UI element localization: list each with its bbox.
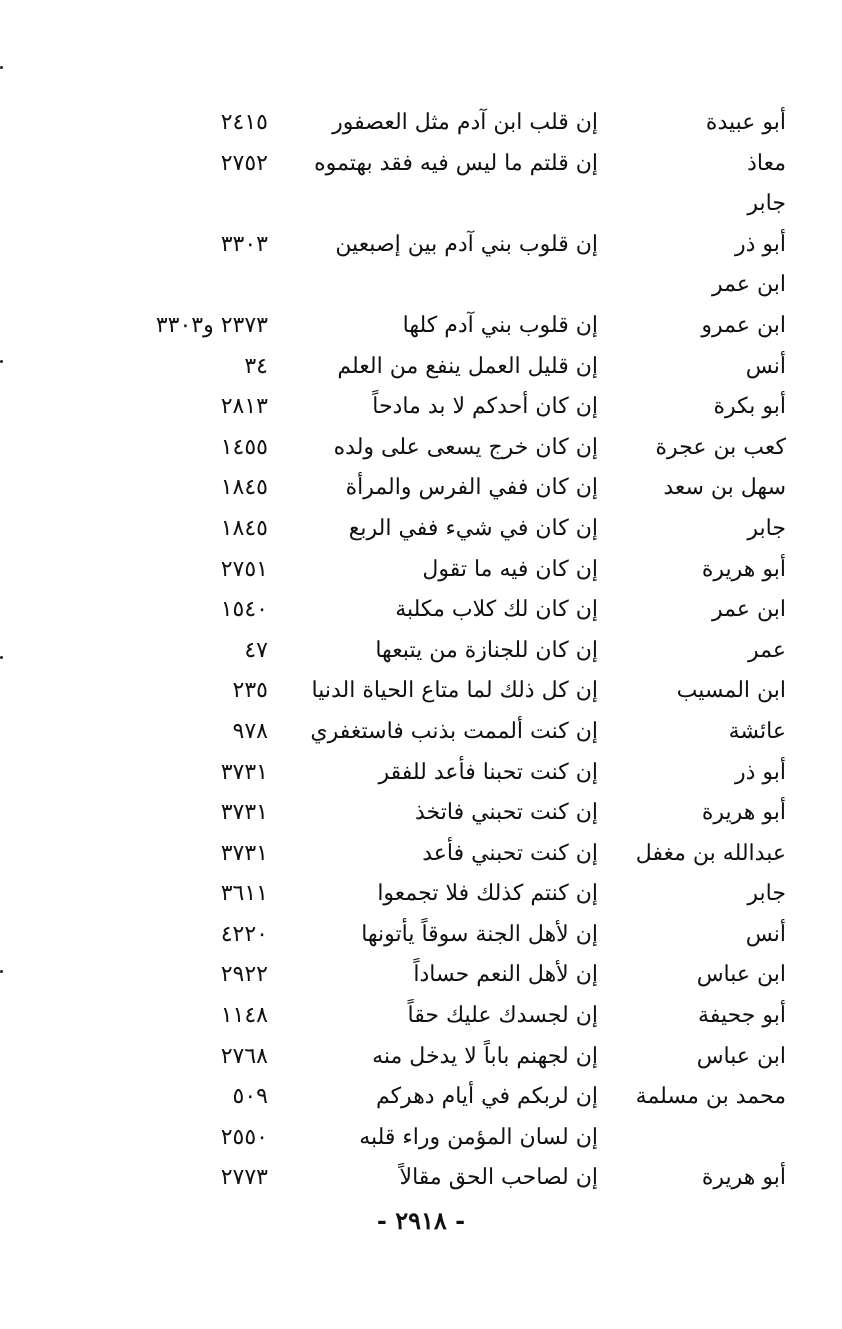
narrator-name: ابن عباس [696, 962, 786, 988]
index-row [0, 347, 842, 388]
index-row [0, 1077, 842, 1118]
narrator-name: أبو ذر [734, 231, 786, 257]
hadith-reference-number: ٣٤ [244, 353, 268, 379]
hadith-opening: إن لأهل الجنة سوقاً يأتونها [361, 921, 598, 947]
scan-edge-mark [0, 66, 3, 69]
hadith-opening: إن كنت تحبني فأعد [422, 840, 598, 866]
narrator-name: سهل بن سعد [663, 475, 786, 501]
hadith-reference-number: ١١٤٨ [220, 1003, 268, 1029]
hadith-reference-number: ٢٧٥٢ [220, 150, 268, 176]
hadith-reference-number: ٢٣٧٣ و٣٣٠٣ [155, 312, 268, 338]
narrator-name: أبو بكرة [713, 394, 786, 420]
index-row [0, 1118, 842, 1159]
hadith-opening: إن كان فيه ما تقول [422, 556, 598, 582]
narrator-name: أبو عبيدة [705, 110, 786, 135]
index-row [0, 509, 842, 550]
index-row [0, 306, 842, 347]
narrator-name: أنس [745, 353, 786, 379]
narrator-name: عبدالله بن مغفل [635, 840, 786, 866]
hadith-opening: إن كنتم كذلك فلا تجمعوا [377, 881, 598, 907]
hadith-opening: إن قلوب بني آدم بين إصبعين [335, 231, 598, 257]
hadith-reference-number: ٣٧٣١ [220, 759, 268, 785]
index-row [0, 915, 842, 956]
hadith-opening: إن لربكم في أيام دهركم [375, 1084, 598, 1110]
index-row [0, 996, 842, 1037]
hadith-reference-number: ٢٧٦٨ [220, 1043, 268, 1069]
narrator-name: كعب بن عجرة [655, 434, 786, 460]
hadith-reference-number: ٣٧٣١ [220, 840, 268, 866]
hadith-reference-number: ٤٧ [244, 637, 268, 663]
hadith-reference-number: ١٥٤٠ [220, 597, 268, 623]
narrator-name: محمد بن مسلمة [635, 1084, 786, 1110]
hadith-opening: إن قلب ابن آدم مثل العصفور [332, 110, 598, 135]
index-row [0, 955, 842, 996]
hadith-opening: إن لجسدك عليك حقاً [407, 1003, 598, 1029]
narrator-name: جابر [747, 191, 786, 217]
hadith-reference-number: ٢٥٥٠ [220, 1124, 268, 1150]
hadith-opening: إن كان في شيء ففي الربع [348, 515, 598, 541]
hadith-opening: إن لأهل النعم حساداً [413, 962, 598, 988]
index-row [0, 753, 842, 794]
hadith-opening: إن قلتم ما ليس فيه فقد بهتموه [314, 150, 598, 176]
hadith-reference-number: ٢٩٢٢ [220, 962, 268, 988]
narrator-name: أبو جحيفة [698, 1003, 786, 1029]
index-row [0, 671, 842, 712]
index-row [0, 103, 842, 144]
hadith-opening: إن كنت تحبنا فأعد للفقر [378, 759, 598, 785]
narrator-name: جابر [747, 515, 786, 541]
hadith-opening: إن كان ففي الفرس والمرأة [345, 475, 598, 501]
narrator-name: أنس [745, 921, 786, 947]
page-number: - ٢٩١٨ - [376, 1206, 466, 1235]
index-row [0, 631, 842, 672]
hadith-opening: إن كان للجنازة من يتبعها [375, 637, 598, 663]
hadith-opening: إن لسان المؤمن وراء قلبه [359, 1124, 598, 1150]
narrator-name: أبو هريرة [701, 800, 786, 826]
hadith-opening: إن قلوب بني آدم كلها [402, 312, 598, 338]
narrator-name: أبو ذر [734, 759, 786, 785]
narrator-name: معاذ [747, 150, 786, 176]
hadith-reference-number: ٢٤١٥ [220, 110, 268, 135]
hadith-opening: إن كنت ألممت بذنب فاستغفري [310, 718, 598, 744]
hadith-reference-number: ٩٧٨ [232, 718, 268, 744]
hadith-reference-number: ٢٧٥١ [220, 556, 268, 582]
hadith-index-table [0, 103, 842, 1199]
narrator-name: عمر [748, 637, 786, 663]
hadith-opening: إن كان لك كلاب مكلبة [395, 597, 598, 623]
narrator-name: أبو هريرة [701, 1165, 786, 1191]
hadith-reference-number: ٢٣٥ [232, 678, 268, 704]
index-row [0, 265, 842, 306]
index-row [0, 144, 842, 185]
index-row [0, 590, 842, 631]
index-row [0, 712, 842, 753]
index-row [0, 793, 842, 834]
hadith-reference-number: ٤٢٢٠ [220, 921, 268, 947]
index-row [0, 184, 842, 225]
hadith-reference-number: ٢٨١٣ [220, 394, 268, 420]
narrator-name: ابن عمر [712, 272, 786, 298]
index-row [0, 1037, 842, 1078]
index-row [0, 550, 842, 591]
narrator-name: ابن عمرو [701, 312, 786, 338]
narrator-name: عائشة [728, 718, 786, 744]
index-row [0, 225, 842, 266]
index-row [0, 834, 842, 875]
narrator-name: ابن المسيب [676, 678, 786, 704]
narrator-name: جابر [747, 881, 786, 907]
hadith-reference-number: ٣٣٠٣ [220, 231, 268, 257]
hadith-opening: إن كل ذلك لما متاع الحياة الدنيا [311, 678, 598, 704]
index-row [0, 428, 842, 469]
hadith-reference-number: ٢٧٧٣ [220, 1165, 268, 1191]
hadith-opening: إن كنت تحبني فاتخذ [415, 800, 598, 826]
index-row [0, 387, 842, 428]
hadith-reference-number: ٥٠٩ [232, 1084, 268, 1110]
hadith-reference-number: ١٤٥٥ [220, 434, 268, 460]
hadith-opening: إن كان خرج يسعى على ولده [333, 434, 598, 460]
narrator-name: أبو هريرة [701, 556, 786, 582]
narrator-name: ابن عباس [696, 1043, 786, 1069]
narrator-name: ابن عمر [712, 597, 786, 623]
index-row [0, 1158, 842, 1199]
hadith-reference-number: ٣٧٣١ [220, 800, 268, 826]
hadith-opening: إن لجهنم باباً لا يدخل منه [372, 1043, 598, 1069]
index-row [0, 874, 842, 915]
hadith-opening: إن لصاحب الحق مقالاً [399, 1165, 598, 1191]
index-row [0, 468, 842, 509]
hadith-reference-number: ٣٦١١ [220, 881, 268, 907]
hadith-reference-number: ١٨٤٥ [220, 475, 268, 501]
hadith-reference-number: ١٨٤٥ [220, 515, 268, 541]
hadith-opening: إن قليل العمل ينفع من العلم [337, 353, 598, 379]
hadith-opening: إن كان أحدكم لا بد مادحاً [372, 394, 598, 420]
